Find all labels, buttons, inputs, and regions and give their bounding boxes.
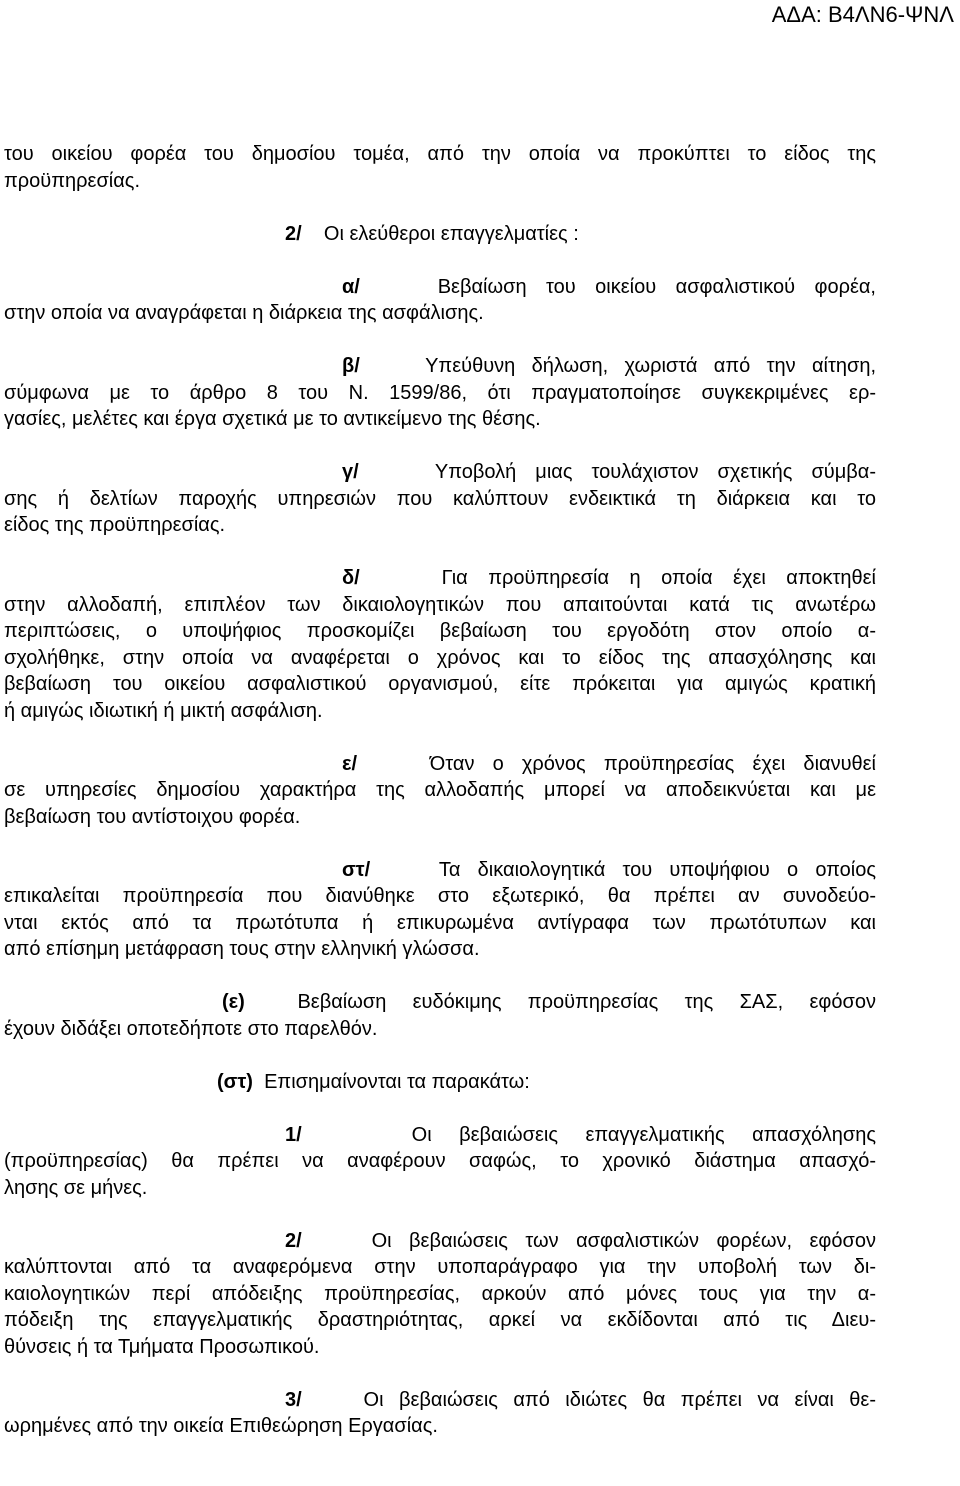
paragraph-text: Τα δικαιολογητικά του υποψήφιου ο οποίος [438,858,876,881]
text-line [4,565,876,592]
text-line: ή αμιγώς ιδιωτική ή μικτή ασφάλιση. [4,699,323,722]
paragraph-12 [4,1228,876,1361]
text-line [4,1069,876,1096]
text-line: από επίσημη μετάφραση τους στην ελληνική γλώσσα. [4,938,480,960]
paragraph-7 [4,751,876,831]
paragraph-9 [4,989,876,1042]
list-marker: α/ [342,275,360,298]
paragraph-text: Οι βεβαιώσεις επαγγελματικής απασχόλησης [411,1123,877,1146]
paragraph-5 [4,459,876,539]
paragraph-text: Οι βεβαιώσεις των ασφαλιστικών φορέων, εφόσον [371,1229,876,1252]
text-line: επικαλείται προϋπηρεσία που διανύθηκε στο εξωτερικό, θα πρέπει αν συνοδεύο- [4,885,876,907]
paragraph-2 [4,221,876,248]
paragraph-text: Επισημαίνονται τα παρακάτω: [264,1070,530,1093]
text-line: έχουν διδάξει οποτεδήποτε στο παρελθόν. [4,1017,378,1040]
paragraph-text: Οι βεβαιώσεις από ιδιώτες θα πρέπει να είναι θε- [363,1388,876,1411]
text-line [4,459,876,486]
paragraph-10 [4,1069,876,1096]
text-line: στην οποία να αναγράφεται η διάρκεια της ασφάλισης. [4,302,484,324]
text-line: (προϋπηρεσίας) θα πρέπει να αναφέρουν σαφώς, το χρονικό διάστημα απασχό- [4,1150,876,1172]
list-marker: στ/ [342,858,371,881]
list-marker: 3/ [285,1388,302,1411]
text-line: σχολήθηκε, στην οποία να αναφέρεται ο χρόνος και το είδος της απασχόλησης και [4,646,876,669]
text-line [4,751,876,778]
paragraph-6 [4,565,876,724]
list-marker: ε/ [342,752,358,775]
text-line [4,1387,876,1414]
list-marker: 2/ [285,222,302,245]
paragraph-text: Βεβαίωση ευδόκιμης προϋπηρεσίας της ΣΑΣ, εφόσον [297,991,876,1013]
text-line: βεβαίωση του αντίστοιχου φορέα. [4,805,301,828]
text-line: είδος της προϋπηρεσίας. [4,514,226,536]
paragraph-text: Όταν ο χρόνος προϋπηρεσίας έχει διανυθεί [429,752,876,775]
paragraph-4 [4,353,876,433]
list-marker: (στ) [217,1070,253,1093]
paragraph-text: Βεβαίωση του οικείου ασφαλιστικού φορέα, [437,275,876,298]
list-marker: γ/ [342,461,359,483]
paragraph-13 [4,1387,876,1440]
paragraph-3 [4,274,876,327]
text-line [4,221,876,248]
paragraph-text: Οι ελεύθεροι επαγγελματίες : [323,222,579,245]
text-line: καλύπτονται από τα αναφερόμενα στην υποπαράγραφο για την υποβολή των δι- [4,1256,876,1278]
list-marker: β/ [342,355,360,377]
paragraph-11 [4,1122,876,1202]
text-line: προϋπηρεσίας. [4,169,140,192]
paragraph-8 [4,857,876,963]
text-line [4,274,876,301]
text-line: σύμφωνα με το άρθρο 8 του Ν. 1599/86, ότι πραγματοποίησε συγκεκριμένες ερ- [4,381,876,404]
text-line: στην αλλοδαπή, επιπλέον των δικαιολογητικών που απαιτούνται κατά τις ανωτέρω [4,593,876,616]
document-body [4,141,876,1440]
text-line [4,989,876,1016]
text-line: του οικείου φορέα του δημοσίου τομέα, από την οποία να προκύπτει το είδος της [4,143,876,165]
text-line: καιολογητικών περί απόδειξης προϋπηρεσίας, αρκούν από μόνες τους για την α- [4,1282,876,1305]
text-line: σης ή δελτίων παροχής υπηρεσιών που καλύπτουν ενδεικτικά τη διάρκεια και το [4,487,876,510]
text-line [4,857,876,884]
paragraph-text: Για προϋπηρεσία η οποία έχει αποκτηθεί [441,567,876,589]
text-line: περιπτώσεις, ο υποψήφιος προσκομίζει βεβαίωση του εργοδότη στον οποίο α- [4,620,876,642]
text-line: γασίες, μελέτες και έργα σχετικά με το αντικείμενο της θέσης. [4,408,541,430]
list-marker: 2/ [285,1229,302,1252]
list-marker: 1/ [285,1123,302,1146]
text-line [4,1122,876,1149]
list-marker: (ε) [222,991,245,1013]
text-line: πόδειξη της επαγγελματικής δραστηριότητας, αρκεί να εκδίδονται από τις Διευ- [4,1309,876,1331]
text-line: λησης σε μήνες. [4,1176,148,1199]
text-line [4,1228,876,1255]
paragraph-text: Υποβολή μιας τουλάχιστον σχετικής σύμβα- [434,461,876,483]
text-line: νται εκτός από τα πρωτότυπα ή επικυρωμένα αντίγραφα των πρωτότυπων και [4,911,876,934]
ada-code: ΑΔΑ: Β4ΛΝ6-ΨΝΛ [771,2,954,27]
text-line: ωρημένες από την οικεία Επιθεώρηση Εργασίας. [4,1415,438,1437]
paragraph-1 [4,141,876,194]
text-line [4,353,876,380]
text-line: βεβαίωση του οικείου ασφαλιστικού οργανισμού, είτε πρόκειται για αμιγώς κρατική [4,673,876,695]
list-marker: δ/ [342,567,360,589]
text-line: θύνσεις ή τα Τμήματα Προσωπικού. [4,1335,320,1358]
text-line: σε υπηρεσίες δημοσίου χαρακτήρα της αλλοδαπής μπορεί να αποδεικνύεται και με [4,779,876,801]
paragraph-text: Υπεύθυνη δήλωση, χωριστά από την αίτηση, [425,355,876,377]
